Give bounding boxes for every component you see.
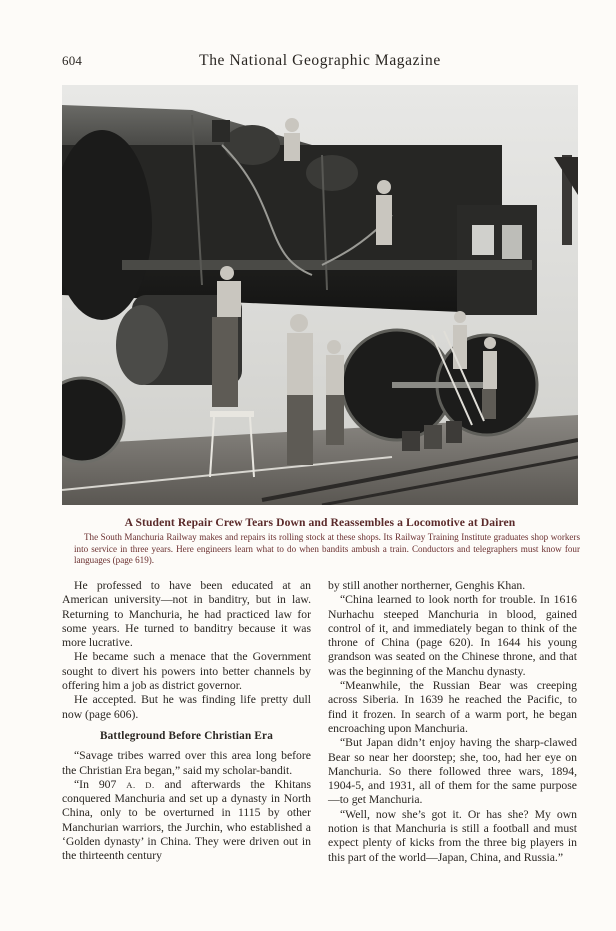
section-heading: Battleground Before Christian Era bbox=[99, 729, 274, 742]
paragraph bbox=[62, 778, 311, 864]
caption-text: The South Manchuria Railway makes and repairs its rolling stock at these shops. Its Railway Training Institute graduates shop workers into service in three years. Here engineers learn what to do when bandits ambush a train. Conductors and telegraphers must know four languages (page 619). bbox=[74, 532, 580, 566]
page-number: 604 bbox=[62, 53, 83, 68]
text-span: “In 907 bbox=[74, 777, 117, 791]
running-head: The National Geographic Magazine bbox=[199, 52, 441, 69]
paragraph: He professed to have been educated at an American university—not in banditry, but in law. Returning to Manchuria, he had practiced law for some years. He turned to banditry because it was more lucrative. bbox=[62, 579, 311, 650]
paragraph: He became such a menace that the Government sought to divert his powers into better channels by offering him a job as district governor. bbox=[62, 650, 311, 693]
paragraph: “Meanwhile, the Russian Bear was creeping across Siberia. In 1639 he reached the Pacific, to find it frozen. In search of a warm port, he began encroaching upon Manchuria. bbox=[328, 679, 577, 735]
caption-title: A Student Repair Crew Tears Down and Reassembles a Locomotive at Dairen bbox=[124, 516, 516, 529]
left-column bbox=[62, 579, 311, 864]
locomotive-photo bbox=[62, 85, 578, 505]
locomotive-illustration bbox=[62, 85, 578, 505]
text-span: and afterwards the Khitans conquered Manchuria and set up a dynasty in North China, only to be overturned in 1115 by other Manchurian warriors, the Jurchin, who established a ‘Golden dynasty’ in China. They were driven out in the thirteenth century bbox=[62, 777, 312, 863]
era-abbreviation: A. D. bbox=[126, 779, 155, 790]
paragraph: by still another northerner, Genghis Khan. bbox=[328, 579, 526, 592]
paragraph: He accepted. But he was finding life pretty dull now (page 606). bbox=[62, 693, 311, 721]
right-column bbox=[328, 579, 577, 865]
paragraph: “Savage tribes warred over this area long before the Christian Era began,” said my scholar-bandit. bbox=[62, 749, 311, 777]
paragraph: “But Japan didn’t enjoy having the sharp-clawed Bear so near her doorstep; she, too, had her eye on Manchuria. So there followed three wars, 1894, 1904-5, and 1931, all of them for the same purpose—to get Manchuria. bbox=[328, 736, 577, 807]
paragraph: “Well, now she’s got it. Or has she? My own notion is that Manchuria is still a football and must expect plenty of kicks from the three big players in this part of the world—Japan, China, and Russia.” bbox=[328, 807, 577, 864]
paragraph: “China learned to look north for trouble. In 1616 Nurhachu steeped Manchuria in blood, gained control of it, and immediately began to think of the throne of China (page 620). In 1644 his young grandson was seated on the Chinese throne, and that was the beginning of the Manchu dynasty. bbox=[328, 593, 577, 678]
